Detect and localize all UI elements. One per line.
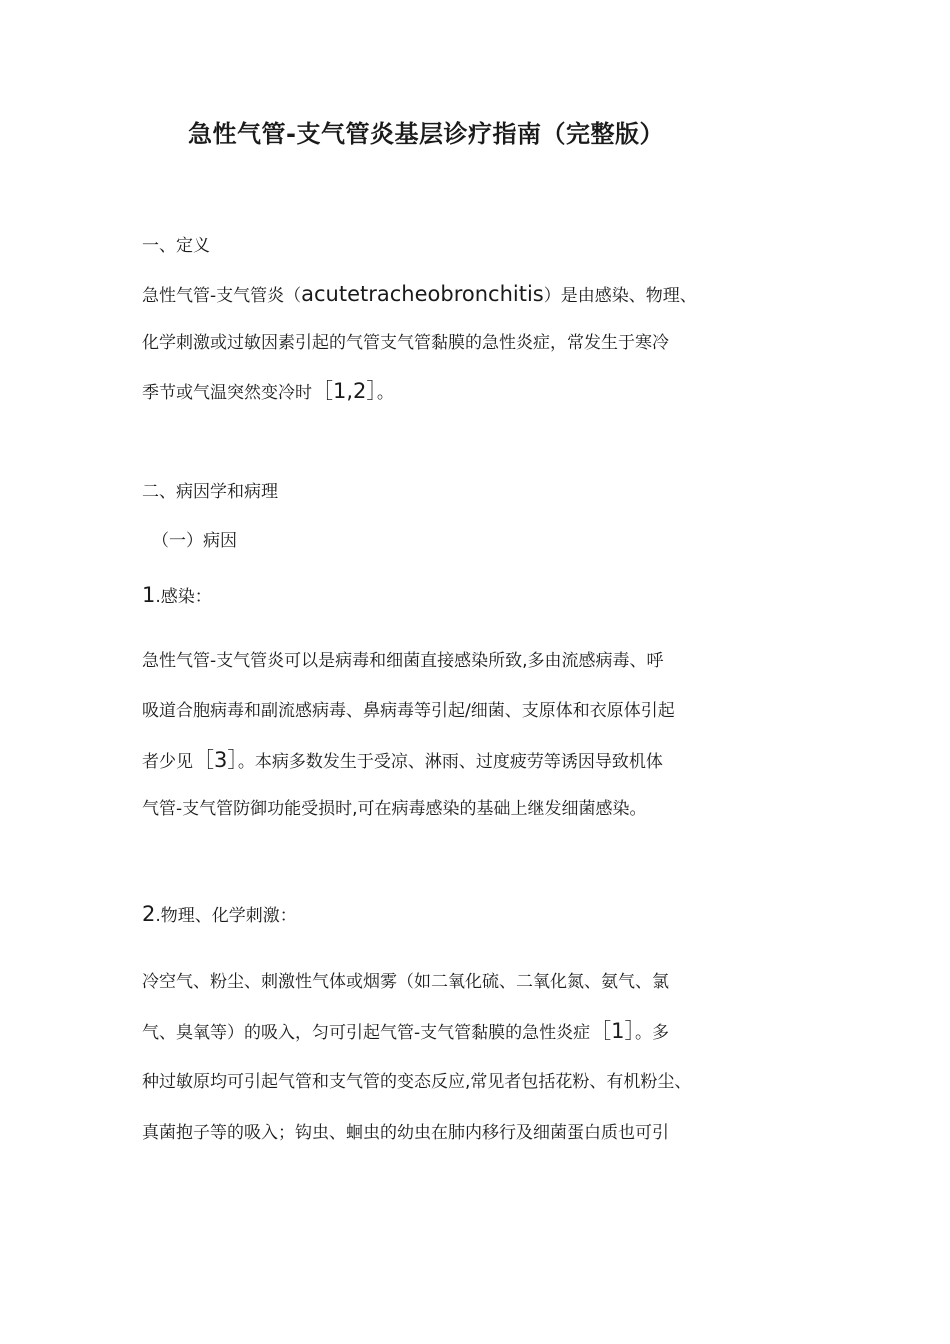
item-heading-physical-chemical [142, 902, 297, 928]
citation-ref: ［1］ [590, 1019, 636, 1043]
item-number: 1 [142, 583, 156, 607]
section-heading-etiology: 二、病因学和病理 [142, 482, 278, 502]
item-label: .物理、化学刺激： [155, 906, 297, 926]
paragraph-line [142, 748, 663, 774]
citation-ref: ［3］ [193, 748, 238, 772]
text-span: ）是由感染、物理、 [543, 286, 697, 306]
paragraph-line: 急性气管-支气管炎可以是病毒和细菌直接感染所致,多由流感病毒、呼 [142, 651, 664, 671]
text-span: 。本病多数发生于受凉、淋雨、过度疲劳等诱因导致机体 [237, 752, 663, 772]
paragraph-line: 种过敏原均可引起气管和支气管的变态反应,常见者包括花粉、有机粉尘、 [142, 1072, 692, 1092]
text-span: 。 [376, 383, 394, 403]
text-span: 气、臭氧等）的吸入，匀可引起气管-支气管黏膜的急性炎症 [142, 1023, 591, 1043]
paragraph-line: 气管-支气管防御功能受损时,可在病毒感染的基础上继发细菌感染。 [142, 799, 647, 819]
text-span: 急性气管-支气管炎（ [142, 286, 302, 306]
citation-ref: ［1,2］ [312, 379, 377, 403]
text-span: 者少见 [142, 752, 193, 772]
text-span: 季节或气温突然变冷时 [142, 383, 312, 403]
paragraph-line: 吸道合胞病毒和副流感病毒、鼻病毒等引起/细菌、支原体和衣原体引起 [142, 701, 675, 721]
paragraph-line [142, 379, 394, 405]
subsection-heading-cause: （一）病因 [152, 531, 237, 551]
paragraph-line: 真菌抱子等的吸入；钩虫、蛔虫的幼虫在肺内移行及细菌蛋白质也可引 [142, 1123, 669, 1143]
section-heading-definition: 一、定义 [142, 236, 210, 256]
item-number: 2 [142, 902, 156, 926]
item-heading-infection [142, 583, 212, 609]
text-span: 。多 [635, 1023, 670, 1043]
paragraph-line [142, 282, 697, 308]
page-title: 急性气管-支气管炎基层诊疗指南（完整版） [188, 120, 664, 148]
item-label: .感染： [155, 587, 212, 607]
paragraph-line: 冷空气、粉尘、刺激性气体或烟雾（如二氧化硫、二氧化氮、氨气、氯 [142, 972, 669, 992]
paragraph-line: 化学刺激或过敏因素引起的气管支气管黏膜的急性炎症，常发生于寒冷 [142, 333, 669, 353]
english-term: acutetracheobronchitis [301, 282, 544, 306]
paragraph-line [142, 1019, 669, 1045]
